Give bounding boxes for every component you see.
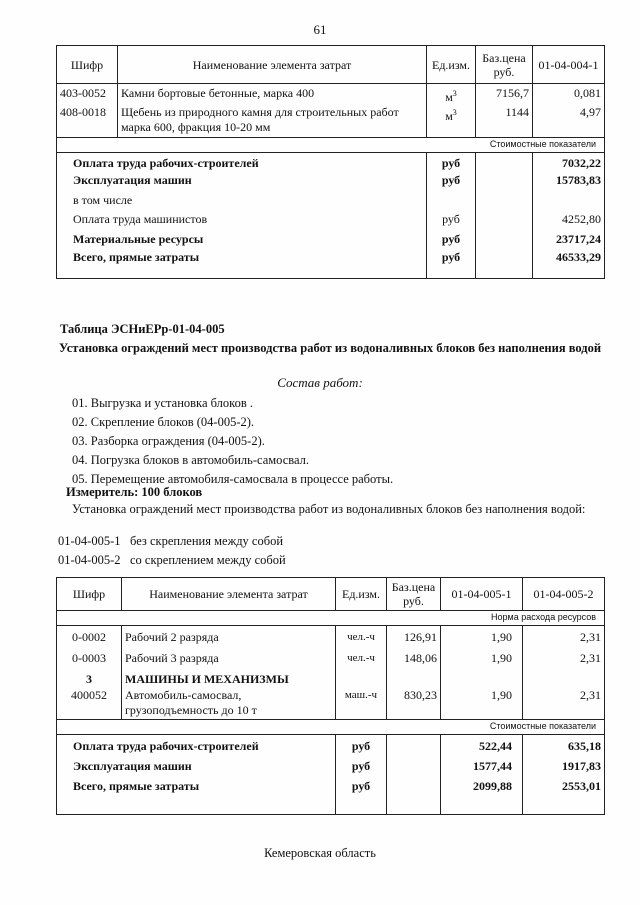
summary-row [57,777,605,815]
summary-value: 23717,24 [533,230,605,250]
summary-unit: руб [336,777,387,815]
table-row [57,626,605,648]
resource-price: 126,91 [387,626,441,648]
col-header-code: Шифр [57,46,118,84]
variant-item [58,534,283,549]
resource-code: 408-0018 [57,105,118,137]
summary-value: 7032,22 [533,152,605,173]
list-item: 04. Погрузка блоков в автомобиль-самосвал. [72,453,310,467]
summary-name: в том числе [57,193,427,210]
section-subtitle: Установка ограждений мест производства работ из водоналивных блоков без наполнения водой [58,341,602,355]
summary-unit: руб [427,250,476,278]
resource-price: 830,23 [387,688,441,720]
col-header-rate-2: 01-04-005-2 [523,578,605,611]
resource-value-2: 2,31 [523,688,605,720]
summary-unit: руб [427,230,476,250]
summary-value-2: 2553,01 [523,777,605,815]
resource-value-1: 1,90 [441,688,523,720]
summary-value-2: 635,18 [523,735,605,757]
cost-table-bottom [56,577,605,815]
table-row [57,84,605,106]
resource-value-2: 2,31 [523,648,605,669]
summary-unit: руб [336,735,387,757]
table-row [57,648,605,669]
summary-value-1: 1577,44 [441,757,523,777]
summary-value: 4252,80 [533,210,605,230]
summary-value-2: 1917,83 [523,757,605,777]
resource-price: 7156,7 [476,84,533,106]
summary-unit: руб [427,210,476,230]
resource-value: 4,97 [533,105,605,137]
resource-name: Автомобиль-самосвал, грузоподъемность до 10 т [122,688,336,720]
summary-unit: руб [336,757,387,777]
resource-name: Рабочий 3 разряда [122,648,336,669]
resource-name: Щебень из природного камня для строительных работ марка 600, фракция 10-20 мм [118,105,427,137]
list-item: 01. Выгрузка и установка блоков . [72,396,253,410]
summary-row [57,735,605,757]
summary-row [57,230,605,250]
col-header-rate-1: 01-04-005-1 [441,578,523,611]
summary-unit: руб [427,152,476,173]
summary-name: Оплата труда машинистов [57,210,427,230]
summary-name: Всего, прямые затраты [57,250,427,278]
summary-row [57,250,605,278]
work-description: Установка ограждений мест производства работ из водоналивных блоков без наполнения водой: [72,502,586,516]
summary-unit: руб [427,173,476,193]
section-label: Стоимостные показатели [57,137,605,152]
group-code: 3 [57,669,122,688]
resource-price: 1144 [476,105,533,137]
resource-code: 400052 [57,688,122,720]
resource-name: Рабочий 2 разряда [122,626,336,648]
cost-table-top [56,45,605,279]
summary-value: 15783,83 [533,173,605,193]
summary-value-1: 522,44 [441,735,523,757]
table-title: Таблица ЭСНиЕРр-01-04-005 [60,322,225,336]
resource-name: Камни бортовые бетонные, марка 400 [118,84,427,106]
summary-name: Оплата труда рабочих-строителей [57,152,427,173]
composition-label: Состав работ: [277,375,363,390]
summary-row [57,173,605,193]
list-item: 02. Скрепление блоков (04-005-2). [72,415,255,429]
resource-value-2: 2,31 [523,626,605,648]
summary-value: 46533,29 [533,250,605,278]
col-header-unit: Ед.изм. [336,578,387,611]
resource-code: 0-0002 [57,626,122,648]
measure-unit: Измеритель: 100 блоков [66,485,203,499]
group-row [57,669,605,688]
col-header-price: Баз.цена руб. [476,46,533,84]
col-header-code: Шифр [57,578,122,611]
summary-name: Эксплуатация машин [57,173,427,193]
variant-text: со скреплением между собой [130,553,286,567]
col-header-rate: 01-04-004-1 [533,46,605,84]
summary-value [533,193,605,210]
norm-label: Норма расхода ресурсов [57,611,605,626]
resource-unit: чел.-ч [336,626,387,648]
resource-price: 148,06 [387,648,441,669]
summary-row [57,757,605,777]
table-row [57,105,605,137]
resource-value: 0,081 [533,84,605,106]
resource-code: 403-0052 [57,84,118,106]
resource-unit: чел.-ч [336,648,387,669]
col-header-name: Наименование элемента затрат [118,46,427,84]
resource-unit: $м^3$ [427,84,476,106]
group-name: МАШИНЫ И МЕХАНИЗМЫ [122,669,336,688]
page-number: 61 [313,22,327,37]
summary-row [57,193,605,210]
col-header-name: Наименование элемента затрат [122,578,336,611]
resource-code: 0-0003 [57,648,122,669]
summary-row [57,152,605,173]
section-label: Стоимостные показатели [57,720,605,735]
col-header-unit: Ед.изм. [427,46,476,84]
summary-unit [427,193,476,210]
summary-name: Материальные ресурсы [57,230,427,250]
summary-name: Оплата труда рабочих-строителей [57,735,336,757]
variant-code: 01-04-005-2 [58,553,121,567]
variant-text: без скрепления между собой [130,534,284,548]
summary-value-1: 2099,88 [441,777,523,815]
col-header-price: Баз.цена руб. [387,578,441,611]
page-footer: Кемеровская область [264,846,376,860]
resource-value-1: 1,90 [441,626,523,648]
variant-code: 01-04-005-1 [58,534,121,548]
summary-row [57,210,605,230]
summary-name: Всего, прямые затраты [57,777,336,815]
list-item: 05. Перемещение автомобиля-самосвала в процессе работы. [72,472,394,486]
summary-name: Эксплуатация машин [57,757,336,777]
list-item: 03. Разборка ограждения (04-005-2). [72,434,265,448]
table-row [57,688,605,720]
resource-unit: маш.-ч [336,688,387,720]
resource-unit: $м^3$ [427,105,476,137]
variant-item [58,553,286,568]
resource-value-1: 1,90 [441,648,523,669]
operations-list [72,394,393,489]
